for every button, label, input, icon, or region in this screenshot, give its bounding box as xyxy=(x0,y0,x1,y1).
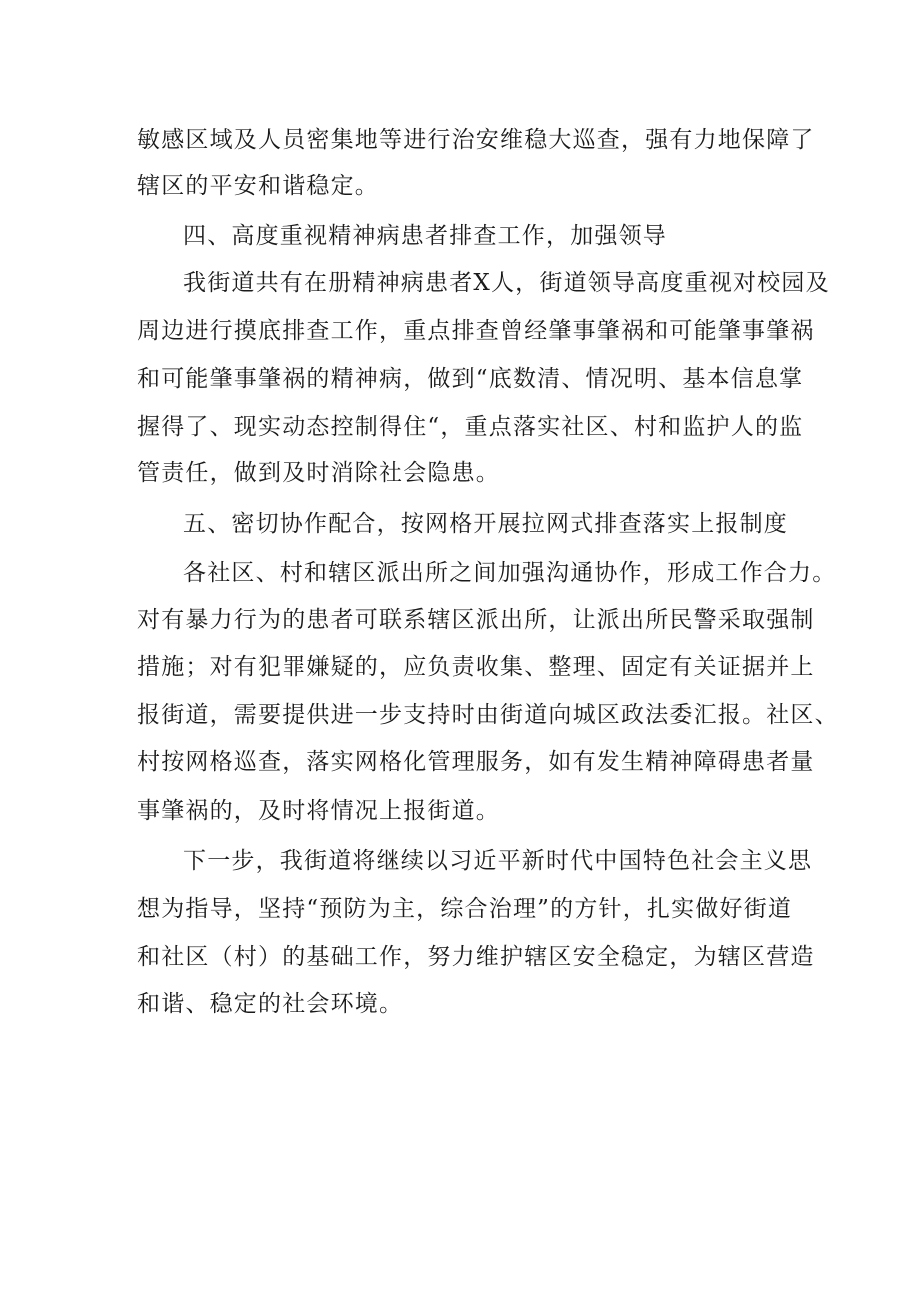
paragraph-line: 各社区、村和辖区派出所之间加强沟通协作，形成工作合力。 xyxy=(183,560,837,586)
paragraph-line: 握得了、现实动态控制得住“，重点落实社区、村和监护人的监 xyxy=(137,414,804,440)
paragraph-line: 和可能肇事肇祸的精神病，做到“底数清、情况明、基本信息掌 xyxy=(137,366,804,392)
paragraph-line: 周边进行摸底排查工作，重点排查曾经肇事肇祸和可能肇事肇祸 xyxy=(137,318,815,344)
paragraph-line: 报街道，需要提供进一步支持时由街道向城区政法委汇报。社区、 xyxy=(137,702,839,728)
paragraph-line: 下一步，我街道将继续以习近平新时代中国特色社会主义思 xyxy=(183,848,813,874)
paragraph-line: 和谐、稳定的社会环境。 xyxy=(137,991,404,1017)
paragraph-line: 管责任，做到及时消除社会隐患。 xyxy=(137,460,500,486)
paragraph-line: 对有暴力行为的患者可联系辖区派出所，让派出所民警采取强制 xyxy=(137,607,815,633)
paragraph-line: 想为指导，坚持“预防为主，综合治理”的方针，扎实做好街道 xyxy=(137,896,793,922)
paragraph-line: 村按网格巡查，落实网格化管理服务，如有发生精神障碍患者量 xyxy=(137,749,815,775)
paragraph-line: 我街道共有在册精神病患者X人，街道领导高度重视对校园及 xyxy=(183,270,830,296)
paragraph-line: 措施；对有犯罪嫌疑的，应负责收集、整理、固定有关证据并上 xyxy=(137,654,815,680)
paragraph-line: 和社区（村）的基础工作，努力维护辖区安全稳定，为辖区营造 xyxy=(137,944,815,970)
paragraph-line: 辖区的平安和谐稳定。 xyxy=(137,173,379,199)
section-heading-5: 五、密切协作配合，按网格开展拉网式排查落实上报制度 xyxy=(183,511,788,537)
paragraph-line: 敏感区域及人员密集地等进行治安维稳大巡查，强有力地保障了 xyxy=(137,127,815,153)
section-heading-4: 四、高度重视精神病患者排查工作，加强领导 xyxy=(183,223,667,249)
paragraph-line: 事肇祸的，及时将情况上报街道。 xyxy=(137,798,500,824)
